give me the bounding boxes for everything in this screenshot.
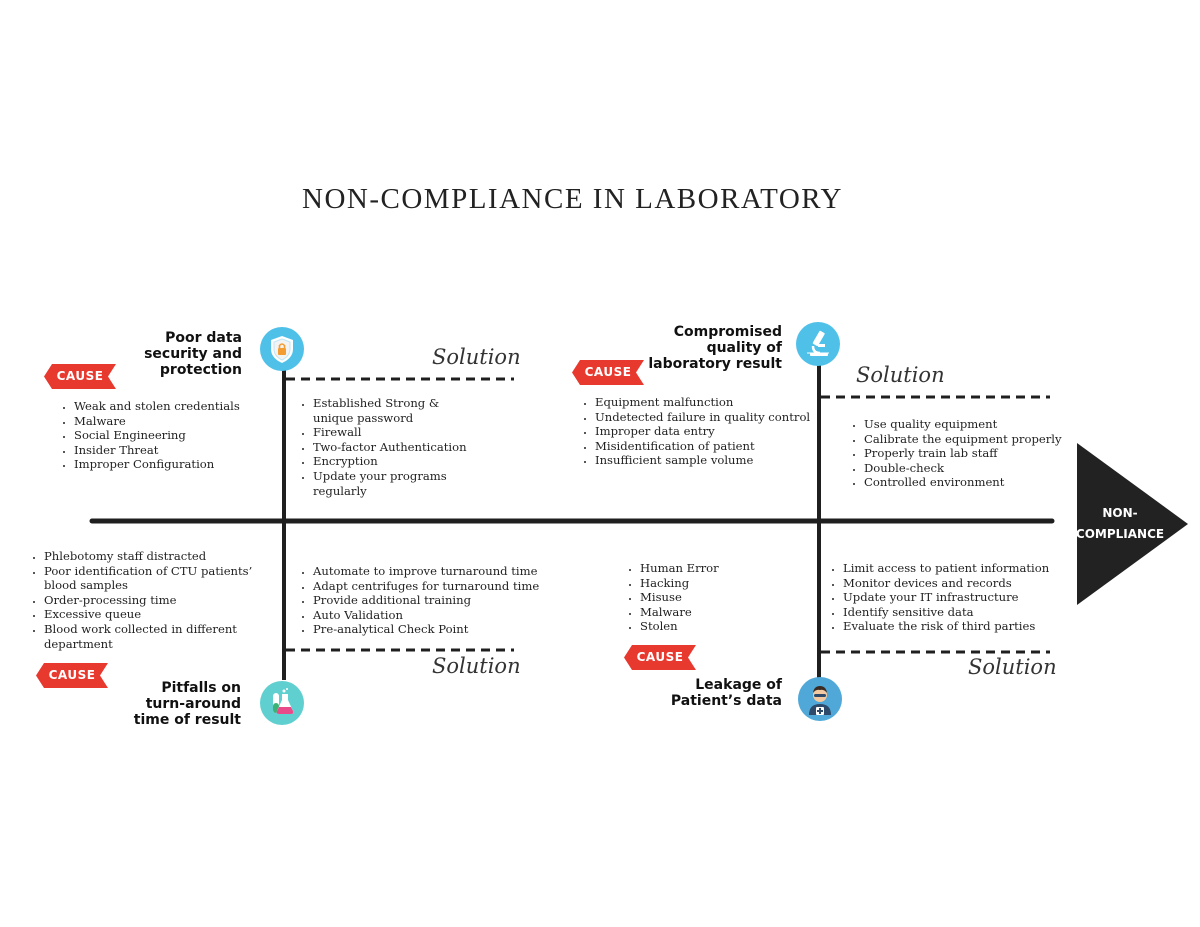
flasks-icon — [260, 681, 304, 725]
list-item: • Double-check — [864, 461, 1094, 476]
list-item: • Insider Threat — [74, 443, 284, 458]
cause-tag-label: CAUSE — [48, 668, 96, 682]
list-item: • Calibrate the equipment properly — [864, 432, 1094, 447]
list-item: • Update your programs regularly — [313, 469, 473, 498]
cause-tag-data-security — [44, 364, 116, 389]
list-item: • Improper Configuration — [74, 457, 284, 472]
list-item: • Blood work collected in different department — [44, 622, 284, 651]
list-item: • Limit access to patient information — [843, 561, 1083, 576]
list-item: • Update your IT infrastructure — [843, 590, 1083, 605]
list-item: • Misuse — [640, 590, 780, 605]
list-item: • Malware — [74, 414, 284, 429]
solution-heading-patient-data: Solution — [968, 655, 1057, 679]
shield-icon — [260, 327, 304, 371]
solution-list-patient-data — [829, 561, 1083, 634]
list-item: • Stolen — [640, 619, 780, 634]
list-item: • Automate to improve turnaround time — [313, 564, 563, 579]
list-item: • Order-processing time — [44, 593, 284, 608]
list-item: • Established Strong & unique password — [313, 396, 473, 425]
cause-list-quality — [581, 395, 835, 468]
list-item: • Improper data entry — [595, 424, 835, 439]
head-label — [1070, 503, 1170, 545]
category-title-turnaround: Pitfalls on turn-around time of result — [133, 680, 241, 728]
category-title-patient-data: Leakage of Patient’s data — [670, 677, 782, 709]
cause-tag-quality — [572, 360, 644, 385]
cause-tag-label: CAUSE — [584, 365, 632, 379]
list-item: • Controlled environment — [864, 475, 1094, 490]
list-item: • Identify sensitive data — [843, 605, 1083, 620]
cause-list-patient-data — [626, 561, 780, 634]
list-item: • Properly train lab staff — [864, 446, 1094, 461]
list-item: • Equipment malfunction — [595, 395, 835, 410]
list-item: • Malware — [640, 605, 780, 620]
head-label-line1: NON- — [1102, 506, 1138, 520]
doctor-icon — [798, 677, 842, 721]
cause-tag-label: CAUSE — [56, 369, 104, 383]
solution-list-turnaround — [299, 564, 563, 637]
cause-tag-turnaround — [36, 663, 108, 688]
category-title-quality: Compromised quality of laboratory result — [648, 324, 782, 372]
cause-tag-label: CAUSE — [636, 650, 684, 664]
list-item: • Adapt centrifuges for turnaround time — [313, 579, 563, 594]
head-label-line2: COMPLIANCE — [1075, 527, 1165, 541]
list-item: • Misidentification of patient — [595, 439, 835, 454]
list-item: • Insufficient sample volume — [595, 453, 835, 468]
solution-heading-data-security: Solution — [432, 345, 521, 369]
cause-list-turnaround — [30, 549, 284, 651]
list-item: • Pre-analytical Check Point — [313, 622, 563, 637]
solution-heading-quality: Solution — [856, 363, 945, 387]
solution-heading-turnaround: Solution — [432, 654, 521, 678]
solution-list-data-security — [299, 396, 473, 498]
list-item: • Auto Validation — [313, 608, 563, 623]
list-item: • Weak and stolen credentials — [74, 399, 284, 414]
category-title-data-security: Poor data security and protection — [144, 330, 242, 378]
list-item: • Social Engineering — [74, 428, 284, 443]
list-item: • Firewall — [313, 425, 473, 440]
cause-tag-patient-data — [624, 645, 696, 670]
list-item: • Hacking — [640, 576, 780, 591]
list-item: • Evaluate the risk of third parties — [843, 619, 1083, 634]
list-item: • Poor identification of CTU patients’ blood samples — [44, 564, 284, 593]
list-item: • Encryption — [313, 454, 473, 469]
microscope-icon — [796, 322, 840, 366]
cause-list-data-security — [60, 399, 284, 472]
list-item: • Provide additional training — [313, 593, 563, 608]
list-item: • Undetected failure in quality control — [595, 410, 835, 425]
list-item: • Human Error — [640, 561, 780, 576]
solution-list-quality — [850, 417, 1094, 490]
list-item: • Two-factor Authentication — [313, 440, 473, 455]
diagram-title: NON-COMPLIANCE IN LABORATORY — [302, 183, 843, 215]
list-item: • Phlebotomy staff distracted — [44, 549, 284, 564]
list-item: • Excessive queue — [44, 607, 284, 622]
list-item: • Use quality equipment — [864, 417, 1094, 432]
list-item: • Monitor devices and records — [843, 576, 1083, 591]
